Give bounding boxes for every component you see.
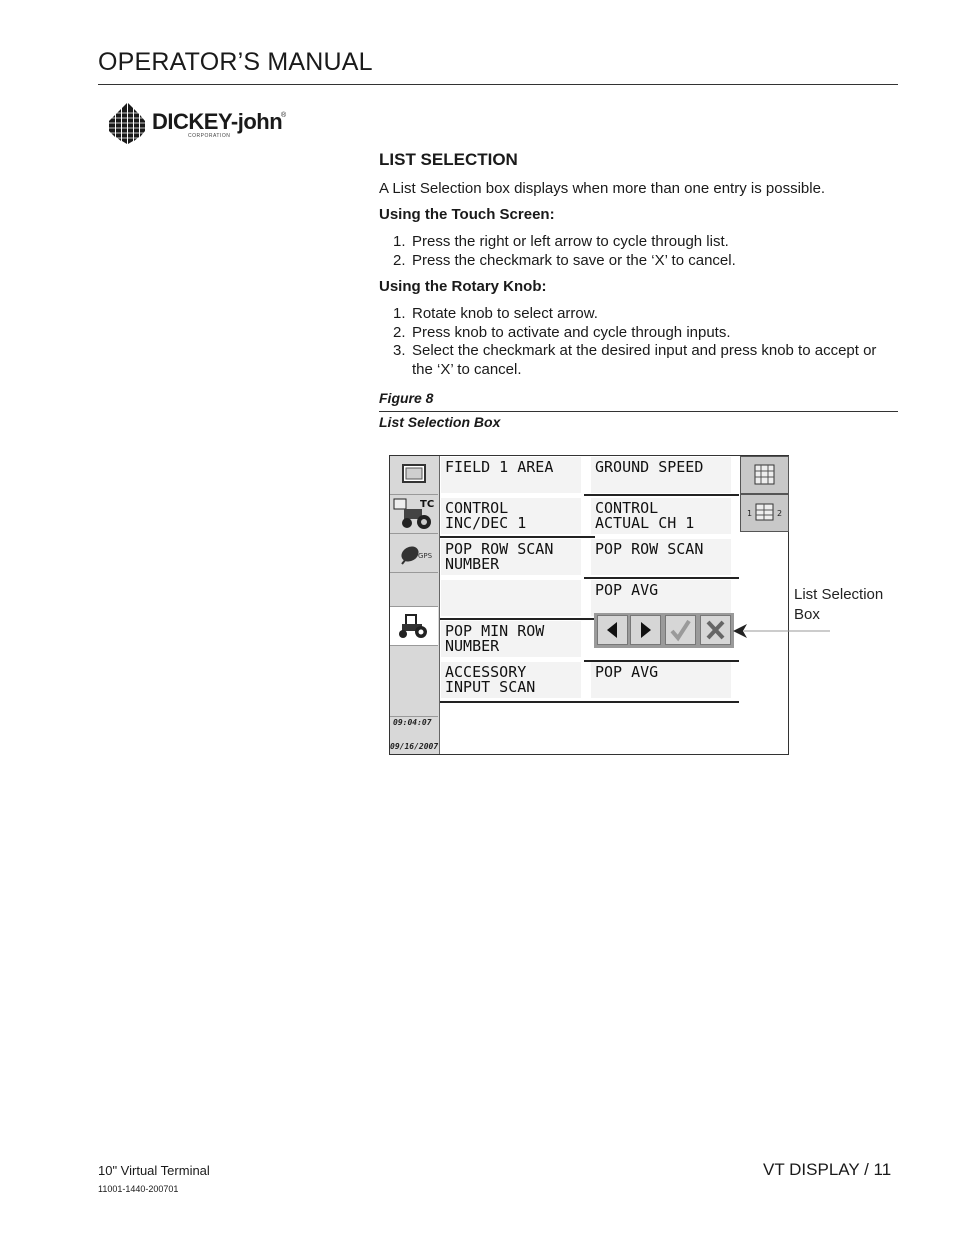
swap-1-2-icon[interactable] xyxy=(740,494,789,532)
row-divider xyxy=(440,536,595,538)
row-divider xyxy=(440,618,595,620)
screen-cell[interactable]: POP AVG xyxy=(591,580,731,616)
figure-label: Figure 8 xyxy=(379,390,434,406)
svg-text:1: 1 xyxy=(747,509,753,518)
touch-screen-heading: Using the Touch Screen: xyxy=(379,206,555,223)
screen-cell[interactable]: POP ROW SCAN NUMBER xyxy=(441,539,581,575)
callout-label: List Selection Box xyxy=(794,586,884,623)
list-item: 3. Select the checkmark at the desired input and press knob to accept or the ‘X’ to cancel. xyxy=(393,342,877,378)
clock-time: 09:04:07 xyxy=(393,718,432,727)
dickey-john-logo xyxy=(107,101,297,147)
svg-text:GPS: GPS xyxy=(418,552,433,560)
x-cancel-icon[interactable] xyxy=(700,615,731,645)
rotary-knob-heading: Using the Rotary Knob: xyxy=(379,278,547,295)
footer-doc-number: 11001-1440-200701 xyxy=(98,1184,179,1194)
logo-registered-mark: ® xyxy=(281,112,287,119)
logo-wordmark: DICKEY-john xyxy=(152,109,283,134)
row-divider xyxy=(584,494,739,496)
screen-cell[interactable]: POP ROW SCAN xyxy=(591,539,731,575)
list-item: 1. Press the right or left arrow to cycle through list. xyxy=(393,233,729,250)
row-divider xyxy=(440,701,739,703)
touch-screen-steps xyxy=(379,233,898,270)
right-arrow-icon[interactable] xyxy=(630,615,661,645)
footer-product: 10" Virtual Terminal xyxy=(98,1163,210,1178)
left-arrow-icon[interactable] xyxy=(597,615,628,645)
screen-cell[interactable]: FIELD 1 AREA xyxy=(441,457,581,493)
row-divider xyxy=(584,577,739,579)
grid-icon[interactable] xyxy=(740,456,789,494)
terminal-right-column xyxy=(740,456,788,534)
tc-tractor-icon[interactable] xyxy=(390,495,438,534)
footer-page: VT DISPLAY / 11 xyxy=(763,1160,892,1179)
monitor-icon[interactable] xyxy=(390,456,438,495)
checkmark-icon[interactable] xyxy=(665,615,696,645)
logo-corporation: CORPORATION xyxy=(188,133,231,139)
list-item: 2. Press knob to activate and cycle through inputs. xyxy=(393,323,731,341)
screen-cell[interactable] xyxy=(441,580,581,616)
clock-date: 09/16/2007 xyxy=(390,742,439,751)
list-item: 2. Press the checkmark to save or the ‘X’ to cancel. xyxy=(393,251,736,269)
list-item: 1. Rotate knob to select arrow. xyxy=(393,305,598,322)
tractor-icon[interactable] xyxy=(390,607,438,646)
screen-cell[interactable]: POP AVG xyxy=(591,662,731,698)
screen-cell[interactable]: CONTROL ACTUAL CH 1 xyxy=(591,498,731,534)
figure-rule xyxy=(379,411,898,412)
rotary-knob-steps xyxy=(379,305,898,379)
terminal-sidebar xyxy=(390,456,440,754)
intro-paragraph: A List Selection box displays when more than one entry is possible. xyxy=(379,180,826,197)
screen-cell[interactable]: GROUND SPEED xyxy=(591,457,731,493)
blank-side-button[interactable] xyxy=(390,568,438,607)
figure-caption: List Selection Box xyxy=(379,414,501,430)
screen-cell[interactable]: ACCESSORY INPUT SCAN xyxy=(441,662,581,698)
screen-cell[interactable]: POP MIN ROW NUMBER xyxy=(441,621,581,657)
svg-text:TC: TC xyxy=(420,499,435,510)
manual-title: OPERATOR’S MANUAL xyxy=(98,48,373,76)
list-selection-box xyxy=(594,613,734,648)
svg-text:2: 2 xyxy=(777,509,783,518)
blank-side-button[interactable] xyxy=(390,646,438,717)
header-rule xyxy=(98,84,898,85)
section-heading: LIST SELECTION xyxy=(379,150,518,169)
screen-cell[interactable]: CONTROL INC/DEC 1 xyxy=(441,498,581,534)
terminal-screen xyxy=(389,455,789,755)
